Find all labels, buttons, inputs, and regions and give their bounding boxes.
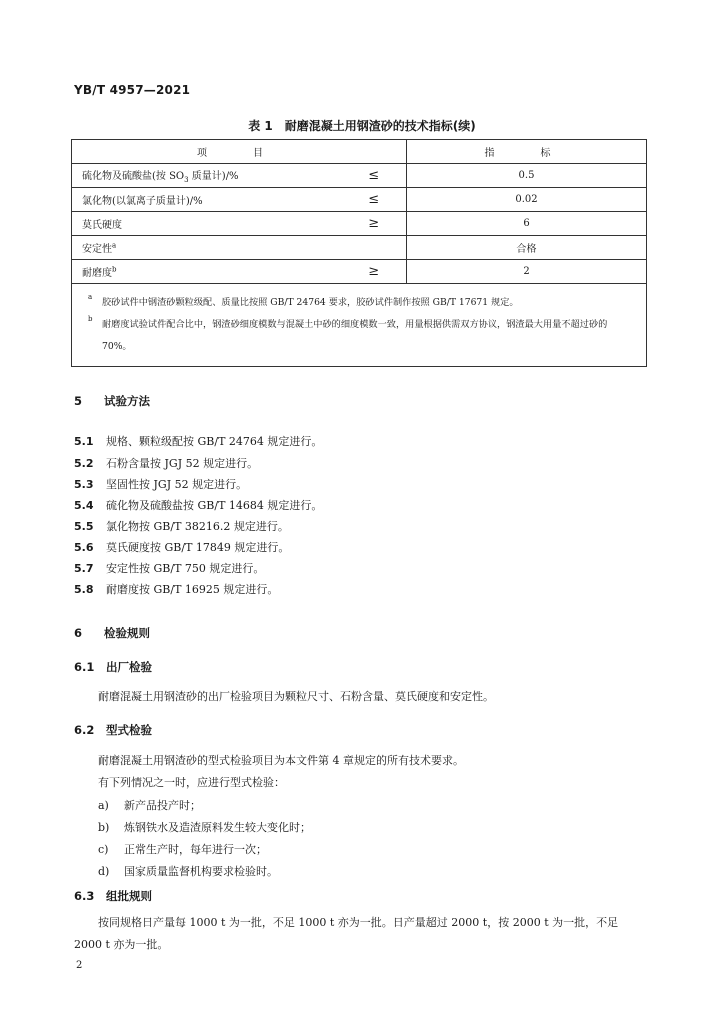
paragraph: 有下列情况之一时，应进行型式检验： xyxy=(98,776,285,789)
section-heading: 5 试验方法 xyxy=(74,394,150,408)
row-name: 耐磨度$^b$ xyxy=(72,260,342,284)
table-row xyxy=(72,260,647,284)
list-item: b) 炼钢铁水及造渣原料发生较大变化时； xyxy=(98,821,311,834)
row-operator: ≤ xyxy=(342,164,407,188)
standard-id: YB/T 4957—2021 xyxy=(74,83,191,97)
list-item: 5.5 氯化物按 GB/T 38216.2 规定进行。 xyxy=(74,520,289,533)
row-operator: ≥ xyxy=(342,212,407,236)
row-operator: ≤ xyxy=(342,188,407,212)
subsection-heading: 6.3 组批规则 xyxy=(74,889,152,903)
table-note: a 胶砂试件中钢渣砂颗粒级配、质量比按照 GB/T 24764 要求，胶砂试件制作按照 GB/T 17671 规定。 xyxy=(88,293,519,308)
row-name: 氯化物(以氯离子质量计)/% xyxy=(72,188,342,212)
list-item: 5.3 坚固性按 JGJ 52 规定进行。 xyxy=(74,478,248,491)
table-row xyxy=(72,188,647,212)
table-note: b 耐磨度试验试件配合比中，钢渣砂细度模数与混凝土中砂的细度模数一致，用量根据供需双方协议，钢渣最大用量不超过砂的 70%。 xyxy=(88,315,608,352)
paragraph: 耐磨混凝土用钢渣砂的型式检验项目为本文件第 4 章规定的所有技术要求。 xyxy=(98,754,464,767)
spec-table xyxy=(71,139,647,367)
col-header-item: 项 目 xyxy=(72,140,407,164)
table-caption: 表 1 耐磨混凝土用钢渣砂的技术指标(续) xyxy=(248,119,476,133)
section-heading: 6 检验规则 xyxy=(74,626,150,640)
spec-table-container xyxy=(71,139,646,367)
table-header-row xyxy=(72,140,647,164)
paragraph: 按同规格日产量每 1000 t 为一批，不足 1000 t 亦为一批。日产量超过 2000 t，按 2000 t 为一批，不足 2000 t 亦为一批。 xyxy=(74,916,619,951)
table-row xyxy=(72,212,647,236)
table-notes xyxy=(72,284,647,367)
subsection-heading: 6.1 出厂检验 xyxy=(74,660,152,674)
row-value: 0.02 xyxy=(407,188,647,212)
table-row xyxy=(72,164,647,188)
table-row xyxy=(72,236,647,260)
list-item: 5.6 莫氏硬度按 GB/T 17849 规定进行。 xyxy=(74,541,290,554)
paragraph: 耐磨混凝土用钢渣砂的出厂检验项目为颗粒尺寸、石粉含量、莫氏硬度和安定性。 xyxy=(98,690,494,703)
table-notes-row xyxy=(72,284,647,367)
list-item: 5.1 规格、颗粒级配按 GB/T 24764 规定进行。 xyxy=(74,435,323,448)
list-item: 5.8 耐磨度按 GB/T 16925 规定进行。 xyxy=(74,583,279,596)
row-operator: ≥ xyxy=(342,260,407,284)
subsection-heading: 6.2 型式检验 xyxy=(74,723,152,737)
row-name: 莫氏硬度 xyxy=(72,212,342,236)
list-item: 5.7 安定性按 GB/T 750 规定进行。 xyxy=(74,562,265,575)
list-item: d) 国家质量监督机构要求检验时。 xyxy=(98,865,278,878)
row-value: 6 xyxy=(407,212,647,236)
page-number: 2 xyxy=(76,960,83,971)
list-item: a) 新产品投产时； xyxy=(98,799,201,812)
row-name: 安定性$^a$ xyxy=(72,236,407,260)
list-item: c) 正常生产时，每年进行一次； xyxy=(98,843,267,856)
list-item: 5.4 硫化物及硫酸盐按 GB/T 14684 规定进行。 xyxy=(74,499,323,512)
row-value: 2 xyxy=(407,260,647,284)
row-value: 0.5 xyxy=(407,164,647,188)
list-item: 5.2 石粉含量按 JGJ 52 规定进行。 xyxy=(74,457,259,470)
row-name: 硫化物及硫酸盐(按 $SO_3$ 质量计)/% xyxy=(72,164,342,188)
col-header-index: 指 标 xyxy=(407,140,647,164)
row-value: 合格 xyxy=(407,236,647,260)
